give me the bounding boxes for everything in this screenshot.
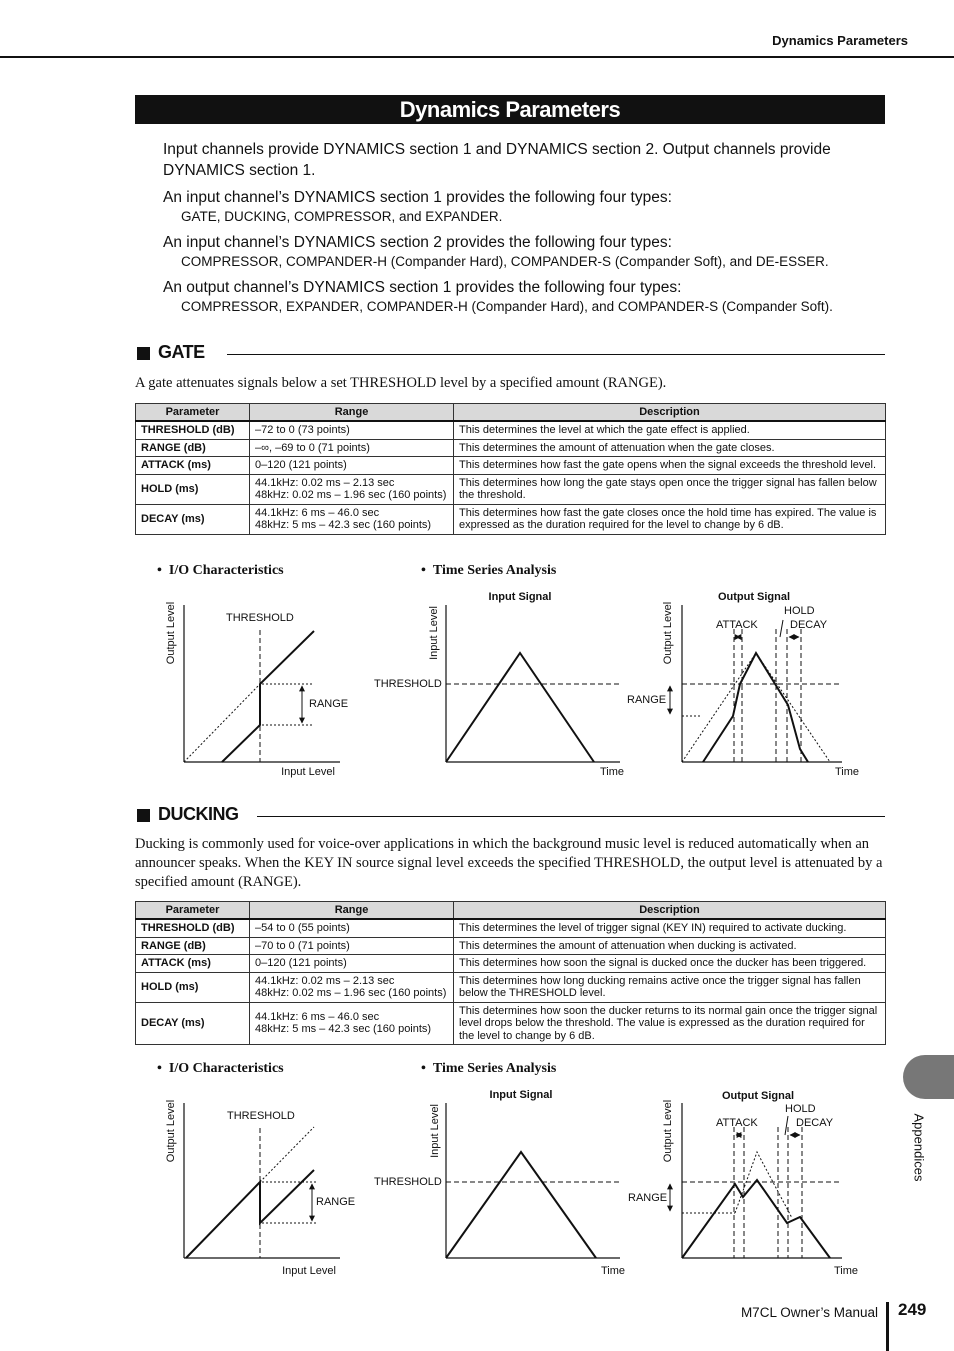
column-header: Range — [250, 902, 454, 920]
ungated-reference-curve — [682, 653, 830, 762]
x-axis-label: Time — [599, 766, 625, 778]
table-row — [136, 919, 886, 937]
parameter-cell: RANGE (dB) — [136, 937, 250, 955]
input-signal-title: Input Signal — [489, 1089, 553, 1101]
gate-ts-bullet: • Time Series Analysis — [421, 563, 557, 578]
hold-label: HOLD — [784, 605, 815, 617]
gate-input-signal-chart — [374, 591, 624, 778]
description-cell: This determines the amount of attenuation when ducking is activated. — [454, 937, 886, 955]
hold-pointer — [780, 620, 783, 637]
y-axis-label: Output Level — [662, 1099, 674, 1163]
column-header: Description — [454, 902, 886, 920]
description-cell: This determines how long ducking remains active once the trigger signal has fallen below the THRESHOLD level. — [454, 972, 886, 1002]
table-row — [136, 474, 886, 504]
intro-paragraph-4: An output channel’s DYNAMICS section 1 provides the following four types: — [163, 279, 682, 296]
hold-pointer — [785, 1116, 788, 1135]
table-row — [136, 439, 886, 457]
range-cell: –70 to 0 (71 points) — [250, 937, 454, 955]
description-cell: This determines the amount of attenuation when the gate closes. — [454, 439, 886, 457]
footer-manual-title: M7CL Owner’s Manual — [740, 1305, 878, 1320]
attack-label: ATTACK — [716, 1117, 758, 1129]
y-axis-label: Input Level — [429, 1104, 441, 1158]
gate-diagrams — [0, 585, 954, 785]
ducking-io-chart — [165, 1100, 355, 1277]
range-label: RANGE — [628, 1192, 668, 1204]
ducking-section-heading — [137, 806, 885, 826]
range-cell: 0–120 (121 points) — [250, 457, 454, 475]
input-signal-curve — [446, 653, 594, 762]
gate-io-bullet: • I/O Characteristics — [157, 563, 284, 578]
ducking-ts-bullet-text: Time Series Analysis — [432, 1061, 557, 1076]
decay-label: DECAY — [790, 619, 828, 631]
gate-heading-text: GATE — [158, 342, 215, 363]
attack-label: ATTACK — [716, 619, 758, 631]
threshold-label: THRESHOLD — [374, 1176, 442, 1188]
hold-label: HOLD — [785, 1103, 816, 1115]
range-cell: –72 to 0 (73 points) — [250, 421, 454, 439]
gate-curve — [222, 631, 314, 762]
ducking-output-signal-chart — [628, 1090, 858, 1277]
side-tab-label — [909, 1110, 929, 1190]
table-row — [136, 421, 886, 439]
output-signal-title: Output Signal — [717, 591, 791, 603]
gate-output-signal-chart — [627, 591, 859, 778]
ducking-parameter-table — [135, 901, 886, 1045]
table-row — [136, 955, 886, 973]
range-cell: 44.1kHz: 6 ms – 46.0 sec 48kHz: 5 ms – 42.3 sec (160 points) — [250, 1002, 454, 1045]
x-axis-label: Time — [833, 1265, 859, 1277]
decay-label: DECAY — [796, 1117, 834, 1129]
input-signal-title: Input Signal — [488, 591, 552, 603]
range-cell: 44.1kHz: 6 ms – 46.0 sec 48kHz: 5 ms – 42.3 sec (160 points) — [250, 504, 454, 534]
range-cell: –54 to 0 (55 points) — [250, 919, 454, 937]
range-cell: 0–120 (121 points) — [250, 955, 454, 973]
gate-io-bullet-text: I/O Characteristics — [168, 563, 284, 578]
ducking-description: Ducking is commonly used for voice-over applications in which the background music level is reduced automatically when an announcer speaks. When the KEY IN source signal level exceeds the specified THRESHOLD, the output level is attenuated by a specified amount (RANGE). — [135, 836, 883, 890]
intro-types-3: COMPRESSOR, EXPANDER, COMPANDER-H (Compander Hard), and COMPANDER-S (Compander Soft). — [181, 299, 833, 314]
gate-description: A gate attenuates signals below a set THRESHOLD level by a specified amount (RANGE). — [135, 375, 667, 391]
threshold-label: THRESHOLD — [374, 678, 442, 690]
range-cell: 44.1kHz: 0.02 ms – 2.13 sec 48kHz: 0.02 ms – 1.96 sec (160 points) — [250, 474, 454, 504]
ducking-heading-text: DUCKING — [158, 804, 249, 825]
unity-line — [184, 684, 260, 762]
gate-parameter-table — [135, 403, 886, 535]
x-axis-label: Time — [600, 1265, 626, 1277]
threshold-label: THRESHOLD — [226, 612, 294, 624]
y-axis-label: Output Level — [165, 1099, 177, 1163]
parameter-cell: THRESHOLD (dB) — [136, 421, 250, 439]
range-label: RANGE — [309, 698, 349, 710]
intro-paragraph-2: An input channel’s DYNAMICS section 1 provides the following four types: — [163, 189, 672, 206]
output-signal-curve — [682, 1180, 830, 1258]
table-row — [136, 1002, 886, 1045]
input-signal-curve — [446, 1152, 596, 1258]
ducking-io-bullet-text: I/O Characteristics — [168, 1061, 284, 1076]
parameter-cell: ATTACK (ms) — [136, 955, 250, 973]
parameter-cell: DECAY (ms) — [136, 1002, 250, 1045]
parameter-cell: THRESHOLD (dB) — [136, 919, 250, 937]
threshold-label: THRESHOLD — [227, 1110, 295, 1122]
range-label: RANGE — [627, 694, 667, 706]
table-row — [136, 457, 886, 475]
table-row — [136, 937, 886, 955]
description-cell: This determines how soon the signal is ducked once the ducker has been triggered. — [454, 955, 886, 973]
table-row — [136, 972, 886, 1002]
page-number: 249 — [898, 1300, 927, 1319]
output-signal-title: Output Signal — [721, 1090, 795, 1102]
y-axis-label: Output Level — [662, 601, 674, 665]
x-axis-label: Input Level — [282, 1265, 336, 1277]
heading-rule — [227, 354, 885, 355]
y-axis-label: Input Level — [428, 606, 440, 660]
column-header: Parameter — [136, 404, 250, 422]
description-cell: This determines the level of trigger signal (KEY IN) required to activate ducking. — [454, 919, 886, 937]
table-row — [136, 504, 886, 534]
column-header: Description — [454, 404, 886, 422]
range-cell: –∞, –69 to 0 (71 points) — [250, 439, 454, 457]
gate-section-heading — [137, 344, 885, 364]
ducking-diagrams — [0, 1083, 954, 1283]
square-bullet-icon — [137, 347, 150, 360]
gate-ts-bullet-text: Time Series Analysis — [432, 563, 557, 578]
intro-paragraph-3: An input channel’s DYNAMICS section 2 provides the following four types: — [163, 234, 672, 251]
running-header-title: Dynamics Parameters — [772, 33, 908, 48]
range-cell: 44.1kHz: 0.02 ms – 2.13 sec 48kHz: 0.02 ms – 1.96 sec (160 points) — [250, 972, 454, 1002]
x-axis-label: Time — [834, 766, 860, 778]
x-axis-label: Input Level — [281, 766, 335, 778]
ducking-curve — [186, 1170, 314, 1258]
ducking-input-signal-chart — [374, 1089, 625, 1277]
side-tab-label-text: Appendices — [911, 1113, 927, 1182]
ducking-io-bullet: • I/O Characteristics — [157, 1061, 284, 1076]
column-header: Range — [250, 404, 454, 422]
footer-rule — [886, 1302, 889, 1351]
description-cell: This determines how fast the gate closes once the hold time has expired. The value is expressed as the duration required for the level to change by 6 dB. — [454, 504, 886, 534]
column-header: Parameter — [136, 902, 250, 920]
description-cell: This determines how fast the gate opens when the signal exceeds the threshold level. — [454, 457, 886, 475]
ducking-ts-bullet: • Time Series Analysis — [421, 1061, 557, 1076]
header-rule — [0, 56, 954, 58]
parameter-cell: ATTACK (ms) — [136, 457, 250, 475]
appendices-thumb-tab — [903, 1055, 954, 1099]
parameter-cell: RANGE (dB) — [136, 439, 250, 457]
parameter-cell: HOLD (ms) — [136, 474, 250, 504]
description-cell: This determines how long the gate stays open once the trigger signal has fallen below the threshold. — [454, 474, 886, 504]
unducked-reference-line — [260, 1127, 314, 1182]
page-title: Dynamics Parameters — [135, 95, 885, 124]
description-cell: This determines how soon the ducker returns to its normal gain once the trigger signal level drops below the threshold. The value is expressed as the duration required for the level to change by 6 dB. — [454, 1002, 886, 1045]
parameter-cell: HOLD (ms) — [136, 972, 250, 1002]
range-label: RANGE — [316, 1196, 356, 1208]
parameter-cell: DECAY (ms) — [136, 504, 250, 534]
description-cell: This determines the level at which the gate effect is applied. — [454, 421, 886, 439]
intro-paragraph-1: Input channels provide DYNAMICS section 1 and DYNAMICS section 2. Output channels provide DYNAMICS section 1. — [163, 141, 831, 179]
intro-types-1: GATE, DUCKING, COMPRESSOR, and EXPANDER. — [181, 209, 503, 224]
y-axis-label: Output Level — [165, 601, 177, 665]
square-bullet-icon — [137, 809, 150, 822]
gate-io-chart — [165, 602, 348, 778]
heading-rule — [257, 816, 885, 817]
intro-types-2: COMPRESSOR, COMPANDER-H (Compander Hard), COMPANDER-S (Compander Soft), and DE-ESSER. — [181, 254, 829, 269]
